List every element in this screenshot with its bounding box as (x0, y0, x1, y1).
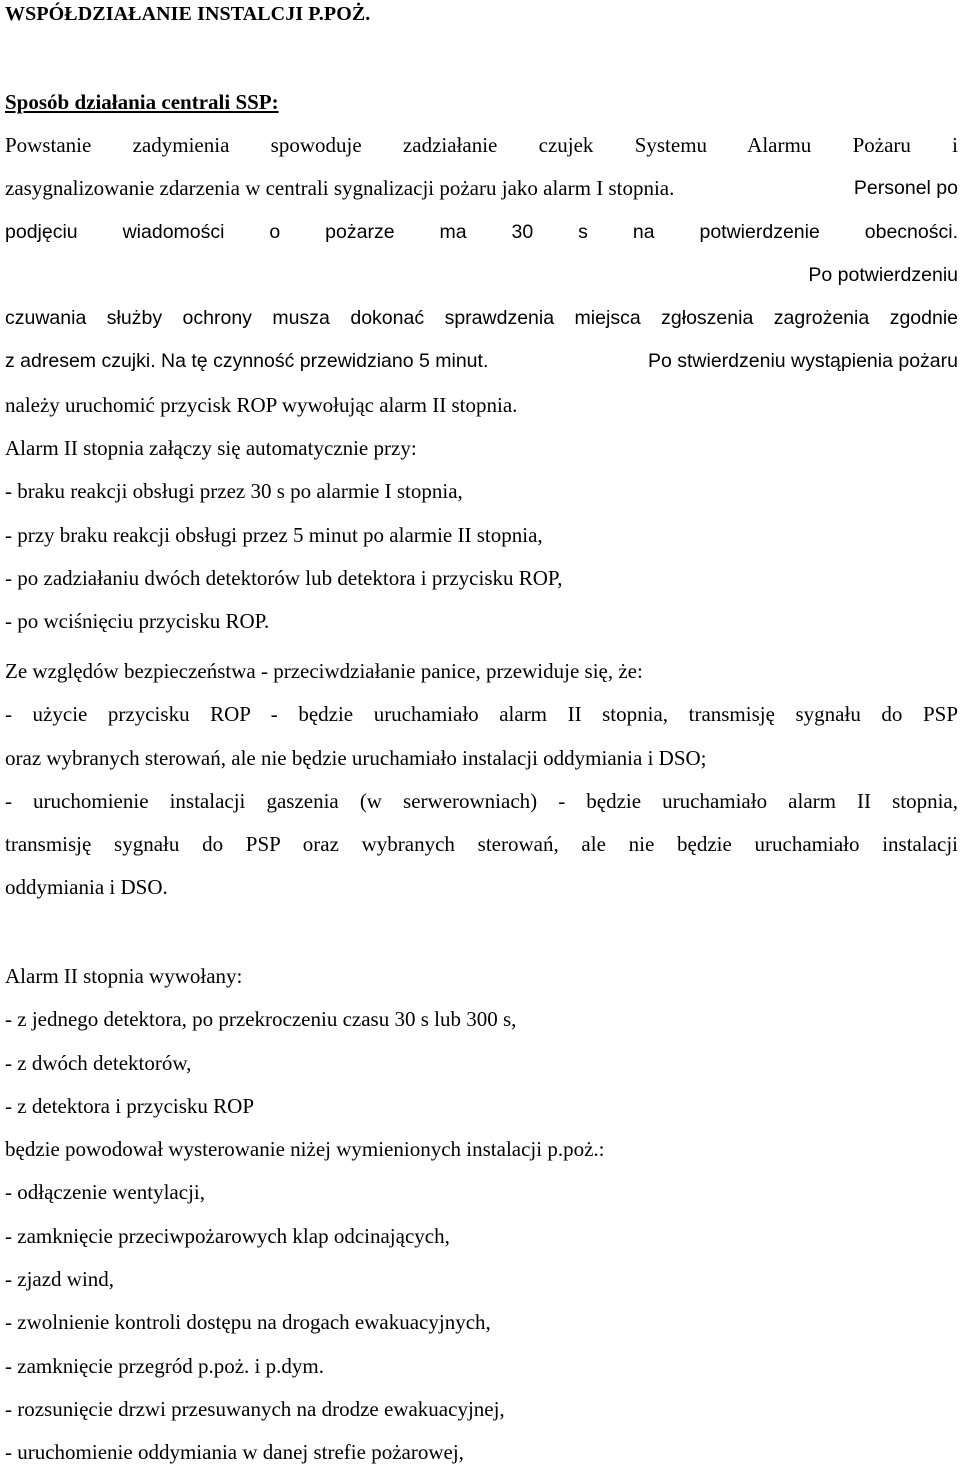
list-item: - odłączenie wentylacji, (5, 1180, 205, 1205)
text-segment: z adresem czujki. Na tę czynność przewidziano 5 minut. (5, 350, 489, 373)
text-line: oraz wybranych sterowań, ale nie będzie uruchamiało instalacji oddymiania i DSO; (5, 745, 707, 770)
section-alarm-ii-body (5, 955, 958, 1475)
text-line: podjęciu wiadomości o pożarze ma 30 s na potwierdzenie obecności. (5, 220, 958, 243)
list-item: - użycie przycisku ROP - będzie uruchamiało alarm II stopnia, transmisję sygnału do PSP (5, 702, 958, 727)
list-item: - po wciśnięciu przycisku ROP. (5, 609, 270, 634)
list-item: - braku reakcji obsługi przez 30 s po alarmie I stopnia, (5, 479, 463, 504)
list-item: - po zadziałaniu dwóch detektorów lub detektora i przycisku ROP, (5, 565, 563, 590)
text-segment: Personel po (853, 177, 958, 200)
text-line: oddymiania i DSO. (5, 875, 168, 900)
document-title: WSPÓŁDZIAŁANIE INSTALCJI P.POŻ. (5, 3, 371, 25)
text-line: Powstanie zadymienia spowoduje zadziałanie czujek Systemu Alarmu Pożaru i (5, 133, 958, 157)
list-item: - zjazd wind, (5, 1267, 115, 1292)
section-heading: Sposób działania centrali SSP: (5, 90, 279, 114)
text-line: Alarm II stopnia wywołany: (5, 964, 243, 988)
list-item: - zamknięcie przegród p.poż. i p.dym. (5, 1353, 324, 1378)
text-segment: zasygnalizowanie zdarzenia w centrali sygnalizacji pożaru jako alarm I stopnia. (5, 176, 675, 201)
text-line: Ze względów bezpieczeństwa - przeciwdziałanie panice, przewiduje się, że: (5, 659, 643, 683)
text-line: Alarm II stopnia załączy się automatycznie przy: (5, 436, 417, 461)
section-safety-body (5, 650, 958, 910)
list-item: - przy braku reakcji obsługi przez 5 minut po alarmie II stopnia, (5, 522, 543, 547)
list-item: - uruchomienie instalacji gaszenia (w serwerowniach) - będzie uruchamiało alarm II stopnia, (5, 788, 958, 813)
text-line (5, 340, 958, 383)
text-line: należy uruchomić przycisk ROP wywołując alarm II stopnia. (5, 392, 518, 417)
list-item: - zamknięcie przeciwpożarowych klap odcinających, (5, 1223, 450, 1248)
list-item: - rozsunięcie drzwi przesuwanych na drodze ewakuacyjnej, (5, 1396, 505, 1421)
text-line: czuwania służby ochrony musza dokonać sprawdzenia miejsca zgłoszenia zagrożenia zgodnie (5, 307, 958, 330)
list-item: - z jednego detektora, po przekroczeniu czasu 30 s lub 300 s, (5, 1007, 517, 1032)
text-segment: Po potwierdzeniu (808, 263, 958, 286)
list-item: - zwolnienie kontroli dostępu na drogach ewakuacyjnych, (5, 1310, 491, 1335)
section-ssp-body (5, 124, 958, 644)
text-line: transmisję sygnału do PSP oraz wybranych sterowań, ale nie będzie uruchamiało instalacji (5, 832, 958, 857)
list-item: - z detektora i przycisku ROP (5, 1093, 255, 1118)
text-segment: Po stwierdzeniu wystąpienia pożaru (647, 350, 958, 373)
text-line (5, 254, 958, 297)
list-item: - z dwóch detektorów, (5, 1050, 192, 1075)
list-item: - uruchomienie oddymiania w danej strefie pożarowej, (5, 1440, 464, 1465)
text-line: będzie powodował wysterowanie niżej wymienionych instalacji p.poż.: (5, 1137, 605, 1162)
text-line (5, 167, 958, 210)
